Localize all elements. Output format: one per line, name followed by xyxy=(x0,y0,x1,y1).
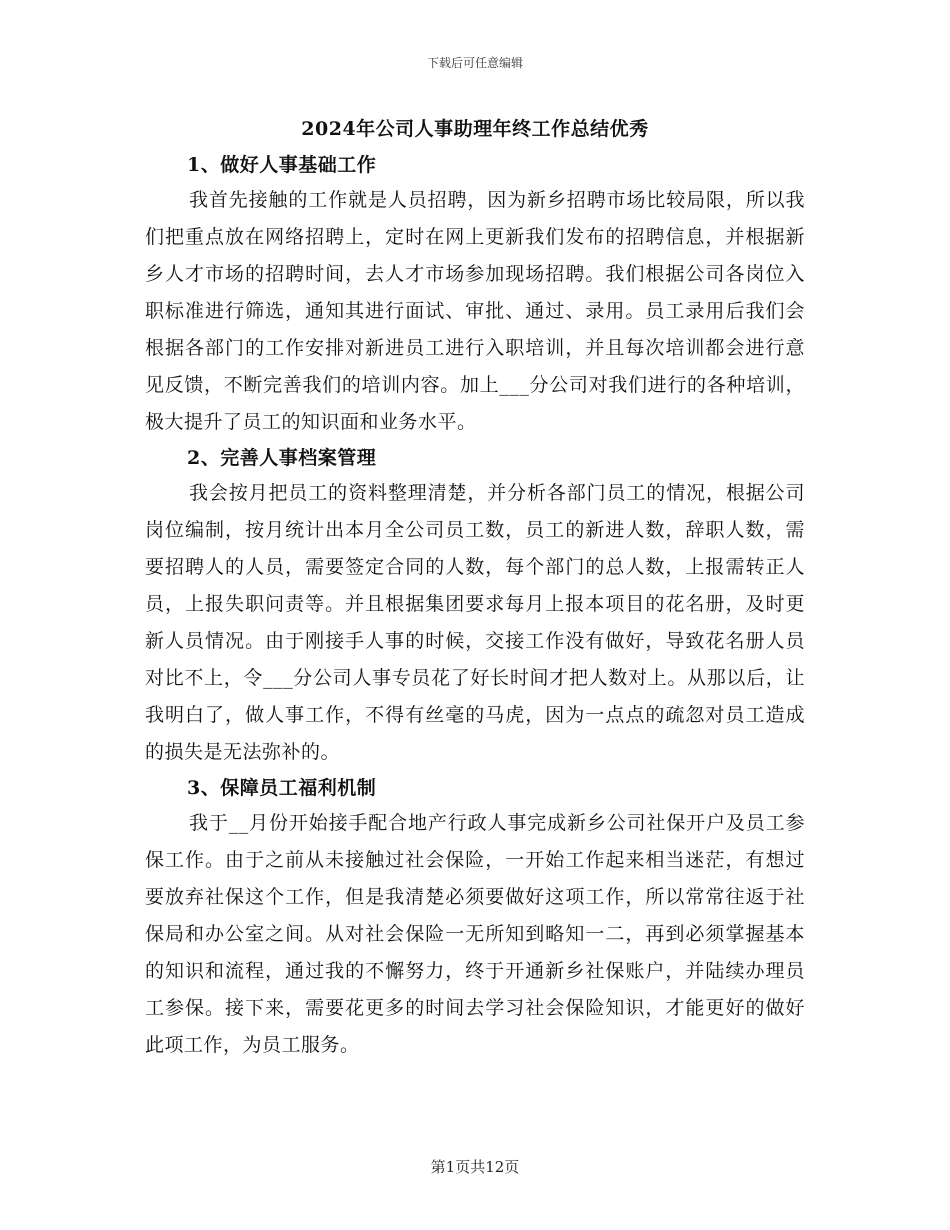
header-note: 下载后可任意编辑 xyxy=(426,56,523,70)
section-1 xyxy=(145,148,805,441)
section-heading: 1、做好人事基础工作 xyxy=(187,154,377,176)
section-paragraph: 我于__月份开始接手配合地产行政人事完成新乡公司社保开户及员工参保工作。由于之前从未接触过社会保险，一开始工作起来相当迷茫，有想过要放弃社保这个工作，但是我清楚必须要做好这项工作，所以常常往返于社保局和办公室之间。从对社会保险一无所知到略知一二，再到必须掌握基本的知识和流程，通过我的不懈努力，终于开通新乡社保账户，并陆续办理员工参保。接下来，需要花更多的时间去学习社会保险知识，才能更好的做好此项工作，为员工服务。 xyxy=(145,812,805,1056)
document-body xyxy=(145,148,805,1064)
section-heading: 3、保障员工福利机制 xyxy=(187,777,377,799)
page-footer: 第1页共12页 xyxy=(430,1158,520,1176)
document-title: 2024年公司人事助理年终工作总结优秀 xyxy=(301,118,649,140)
section-2 xyxy=(145,441,805,771)
section-heading: 2、完善人事档案管理 xyxy=(187,447,377,469)
section-3 xyxy=(145,771,805,1064)
section-paragraph: 我首先接触的工作就是人员招聘，因为新乡招聘市场比较局限，所以我们把重点放在网络招聘上，定时在网上更新我们发布的招聘信息，并根据新乡人才市场的招聘时间，去人才市场参加现场招聘。我们根据公司各岗位入职标准进行筛选，通知其进行面试、审批、通过、录用。员工录用后我们会根据各部门的工作安排对新进员工进行入职培训，并且每次培训都会进行意见反馈，不断完善我们的培训内容。加上___分公司对我们进行的各种培训，极大提升了员工的知识面和业务水平。 xyxy=(145,189,805,433)
section-paragraph: 我会按月把员工的资料整理清楚，并分析各部门员工的情况，根据公司岗位编制，按月统计出本月全公司员工数，员工的新进人数，辞职人数，需要招聘人的人员，需要签定合同的人数，每个部门的总人数，上报需转正人员，上报失职问责等。并且根据集团要求每月上报本项目的花名册，及时更新人员情况。由于刚接手人事的时候，交接工作没有做好，导致花名册人员对比不上，令___分公司人事专员花了好长时间才把人数对上。从那以后，让我明白了，做人事工作，不得有丝毫的马虎，因为一点点的疏忽对员工造成的损失是无法弥补的。 xyxy=(145,482,805,763)
